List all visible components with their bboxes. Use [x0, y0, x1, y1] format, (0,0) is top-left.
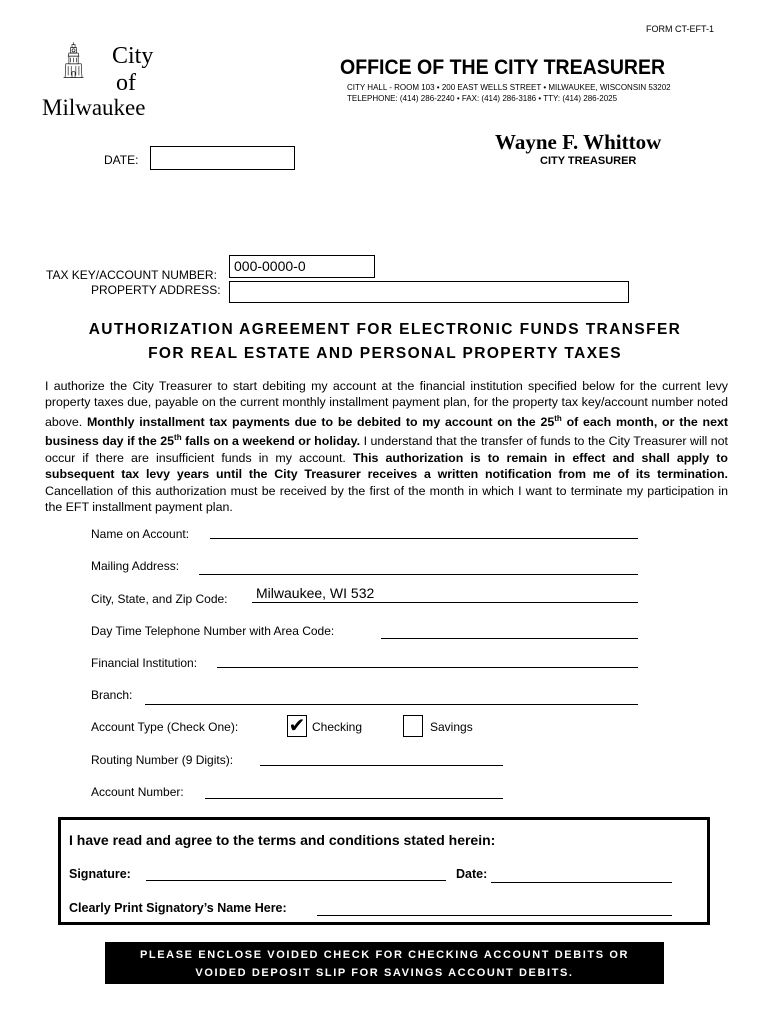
- footer-line2: VOIDED DEPOSIT SLIP FOR SAVINGS ACCOUNT DEBITS.: [195, 967, 574, 979]
- agreement-date-label: Date:: [456, 867, 488, 881]
- office-phone-line: TELEPHONE: (414) 286-2240 • FAX: (414) 286-3186 • TTY: (414) 286-2025: [347, 94, 618, 103]
- signature-label: Signature:: [69, 867, 131, 881]
- voided-check-notice: [105, 942, 664, 984]
- footer-line1: PLEASE ENCLOSE VOIDED CHECK FOR CHECKING ACCOUNT DEBITS OR: [139, 949, 630, 961]
- body-sup-2: th: [174, 433, 182, 443]
- form-id: FORM CT-EFT-1: [646, 24, 714, 34]
- agreement-heading-line2: FOR REAL ESTATE AND PERSONAL PROPERTY TAXES: [148, 345, 622, 362]
- city-state-zip-input[interactable]: Milwaukee, WI 532: [252, 583, 638, 603]
- body-text-1: I authorize the City Treasurer to start debiting my account at the financial institution specified below for the current levy property taxes due, payable on the current monthly installment payment plan, for the property tax key/account number noted above.: [45, 379, 728, 429]
- logo-text-of: of: [116, 70, 136, 96]
- office-title: OFFICE OF THE CITY TREASURER: [340, 56, 666, 79]
- agreement-date-input[interactable]: [491, 882, 672, 883]
- agreement-statement: I have read and agree to the terms and conditions stated herein:: [69, 832, 496, 848]
- print-name-label: Clearly Print Signatory’s Name Here:: [69, 901, 287, 915]
- routing-number-label: Routing Number (9 Digits):: [91, 753, 234, 767]
- body-text-3: Cancellation of this authorization must be received by the first of the month in which I want to terminate my participation in the EFT installment payment plan.: [45, 483, 728, 515]
- office-address: [347, 82, 671, 104]
- city-hall-tower-icon: [62, 20, 112, 100]
- body-bold-1: Monthly installment tax payments due to be debited to my account on the 25: [86, 414, 555, 429]
- logo-text-city: City: [112, 43, 154, 69]
- branch-label: Branch:: [91, 688, 133, 702]
- treasurer-title: CITY TREASURER: [540, 155, 637, 167]
- day-phone-input[interactable]: [381, 620, 638, 639]
- name-on-account-label: Name on Account:: [91, 527, 190, 541]
- signature-input[interactable]: [146, 880, 446, 881]
- checking-checkbox[interactable]: ✔: [288, 715, 306, 737]
- checking-label: Checking: [312, 720, 363, 734]
- authorization-text: [45, 378, 728, 516]
- financial-institution-label: Financial Institution:: [91, 656, 198, 670]
- body-bold-3: falls on a weekend or holiday.: [181, 434, 361, 449]
- name-on-account-input[interactable]: [210, 520, 638, 539]
- agreement-box: [58, 817, 710, 925]
- office-address-line: CITY HALL - ROOM 103 • 200 EAST WELLS STREET • MILWAUKEE, WISCONSIN 53202: [347, 83, 671, 92]
- tax-key-input[interactable]: 000-0000-0: [229, 255, 375, 278]
- mailing-address-input[interactable]: [199, 557, 638, 575]
- savings-checkbox[interactable]: [403, 715, 423, 737]
- routing-number-input[interactable]: [260, 747, 503, 766]
- print-name-input[interactable]: [317, 915, 672, 916]
- treasurer-name: Wayne F. Whittow: [495, 130, 662, 154]
- date-input[interactable]: [150, 146, 295, 170]
- body-text-2: I understand that the transfer of funds to the City Treasurer will not occur if there are insufficient funds in my account.: [45, 434, 728, 465]
- body-sup-1: th: [554, 413, 562, 423]
- city-state-zip-label: City, State, and Zip Code:: [91, 592, 228, 606]
- agreement-heading-line1: AUTHORIZATION AGREEMENT FOR ELECTRONIC FUNDS TRANSFER: [88, 321, 682, 338]
- mailing-address-label: Mailing Address:: [91, 559, 180, 573]
- savings-label: Savings: [430, 720, 473, 734]
- day-phone-label: Day Time Telephone Number with Area Code:: [91, 624, 335, 638]
- date-label: DATE:: [104, 153, 139, 167]
- property-address-label: PROPERTY ADDRESS:: [91, 283, 221, 297]
- tax-key-label: TAX KEY/ACCOUNT NUMBER:: [46, 268, 217, 282]
- logo-text-milwaukee: Milwaukee: [42, 95, 146, 120]
- body-bold-2: of each month, or the next business day if the 25: [45, 414, 729, 449]
- account-number-label: Account Number:: [91, 785, 184, 799]
- branch-input[interactable]: [145, 687, 638, 705]
- account-number-input[interactable]: [205, 780, 503, 799]
- financial-institution-input[interactable]: [217, 650, 638, 668]
- property-address-input[interactable]: [229, 281, 629, 303]
- body-bold-4: This authorization is to remain in effect and shall apply to subsequent tax levy years until the City Treasurer receives a written notification from me of its termination.: [45, 450, 728, 482]
- account-type-label: Account Type (Check One):: [91, 720, 239, 734]
